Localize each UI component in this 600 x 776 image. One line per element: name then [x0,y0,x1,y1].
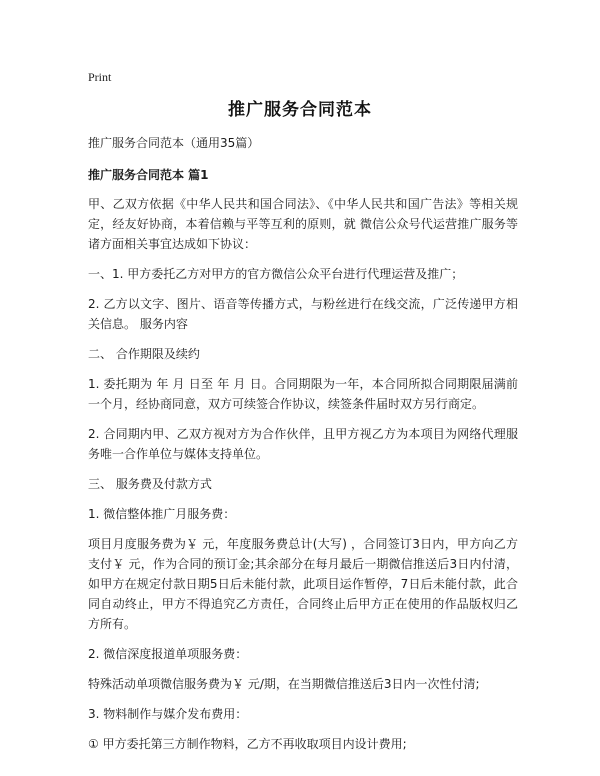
paragraph: 1. 委托期为 年 月 日至 年 月 日。合同期限为一年，本合同所拟合同期限届满前一个月，经协商同意，双方可续签合作协议，续签条件届时双方另行商定。 [88,377,518,411]
paragraph: 2. 微信深度报道单项服务费： [88,647,248,661]
paragraph: ① 甲方委托第三方制作物料，乙方不再收取项目内设计费用; [88,737,407,751]
paragraph: 2. 乙方以文字、图片、语音等传播方式，与粉丝进行在线交流，广泛传递甲方相关信息。 服务内容 [88,297,518,331]
document-body [88,133,518,764]
paragraph: 特殊活动单项微信服务费为￥ 元/期，在当期微信推送后3日内一次性付清; [88,677,480,691]
print-label: Print [88,70,112,84]
paragraph: 1. 微信整体推广月服务费： [88,507,236,521]
paragraph: 三、 服务费及付款方式 [88,477,212,491]
paragraph: 2. 合同期内甲、乙双方视对方为合作伙伴，且甲方视乙方为本项目为网络代理服务唯一合作单位与媒体支持单位。 [88,427,518,461]
paragraph: 项目月度服务费为￥ 元，年度服务费总计(大写) ，合同签订3日内，甲方向乙方支付￥ 元，作为合同的预订金;其余部分在每月最后一期微信推送后3日内付清，如甲方在规定付款日期5日后未能付款，此项目运作暂停，7日后未能付款，此合同自动终止，甲方不得追究乙方责任，合同终止后甲方正在使用的作品版权归乙方所有。 [88,537,518,631]
paragraph: 二、 合作期限及续约 [88,347,200,361]
paragraph: 甲、乙双方依据《中华人民共和国合同法》、《中华人民共和国广告法》等相关规定，经友好协商，本着信赖与平等互利的原则，就 微信公众号代运营推广服务等诸方面相关事宜达成如下协议： [88,197,518,251]
section-heading: 推广服务合同范本 篇1 [88,168,209,182]
document-title: 推广服务合同范本 [228,100,372,120]
paragraph: 一、1. 甲方委托乙方对甲方的官方微信公众平台进行代理运营及推广； [88,267,464,281]
paragraph: 3. 物料制作与媒介发布费用： [88,707,248,721]
document-subtitle: 推广服务合同范本（通用35篇） [88,136,260,150]
